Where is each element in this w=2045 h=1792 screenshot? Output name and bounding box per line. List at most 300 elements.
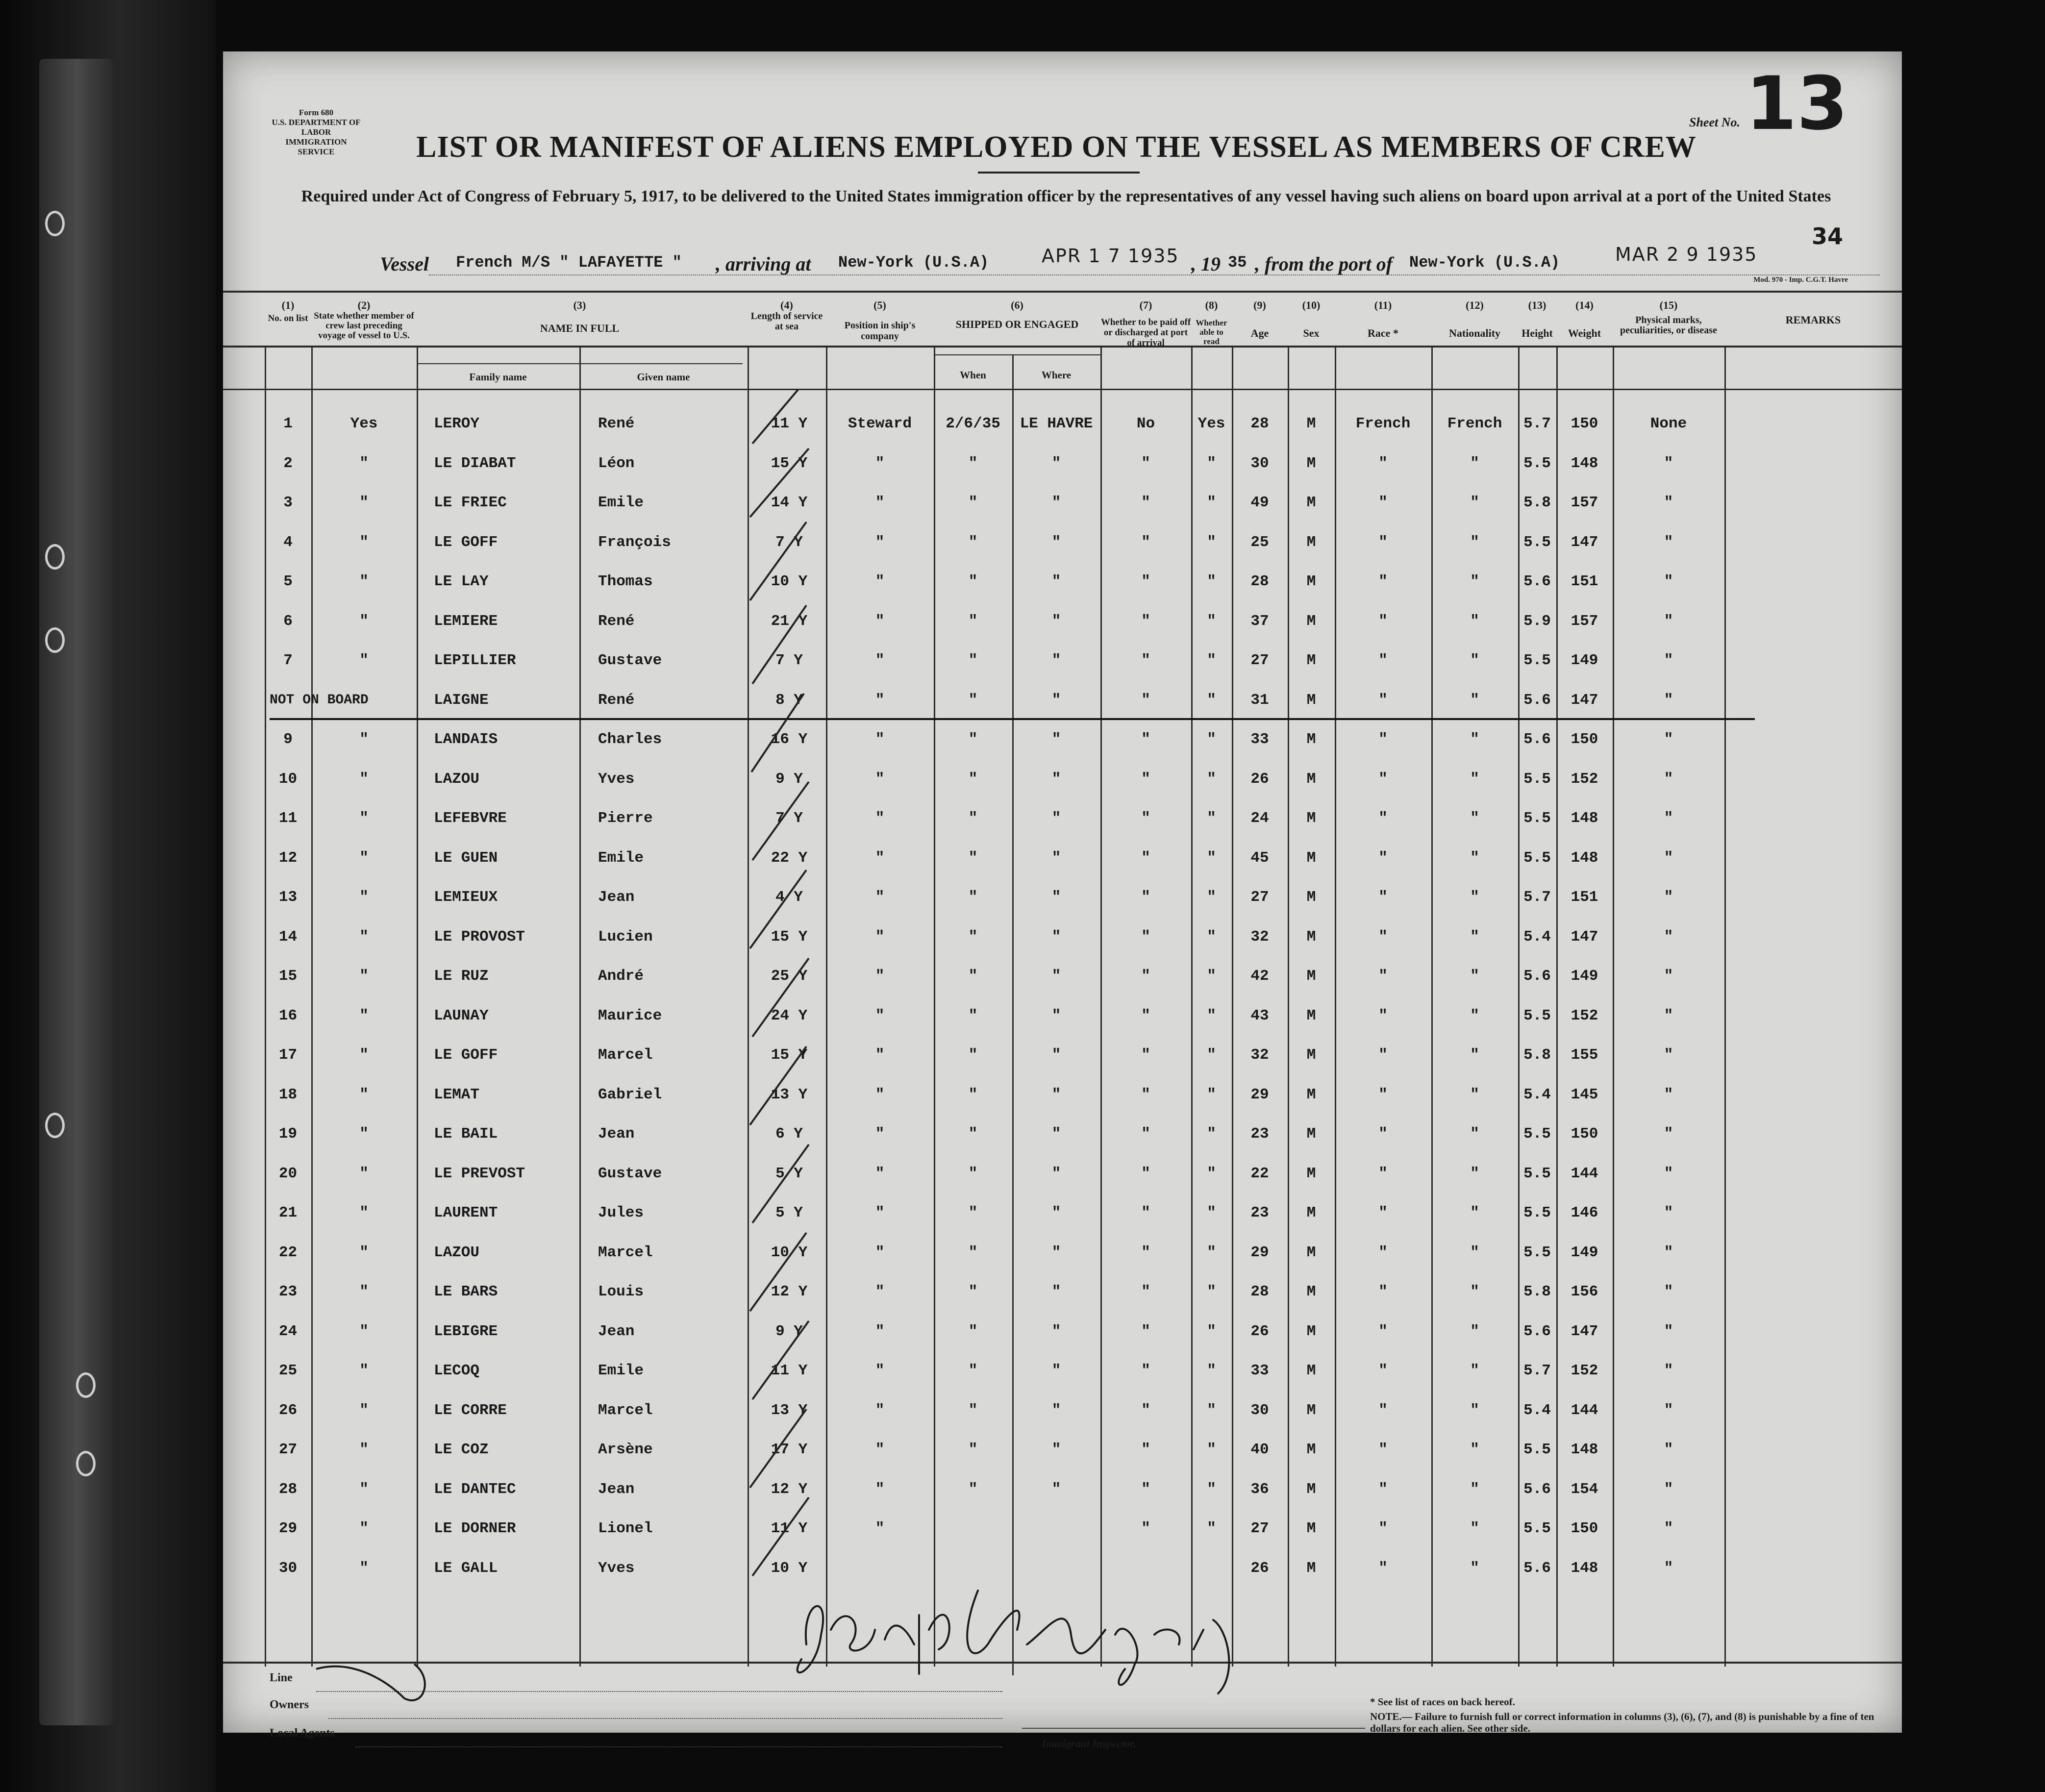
- cell-position: ": [875, 612, 885, 630]
- cell-shipped-where: ": [1051, 889, 1061, 906]
- cell-height: 5.8: [1523, 1046, 1551, 1064]
- cell-previous-voyage: ": [359, 494, 369, 511]
- cell-position: ": [875, 533, 885, 551]
- sheet-label: Sheet No.: [1689, 115, 1740, 129]
- cell-height: 5.4: [1523, 1086, 1551, 1103]
- cell-paid-off: No: [1136, 415, 1155, 432]
- cell-physical-marks: ": [1664, 1401, 1673, 1419]
- cell-race: ": [1378, 1125, 1388, 1143]
- cell-age: 24: [1250, 810, 1269, 827]
- cell-age: 45: [1250, 849, 1269, 867]
- col-divider: [1724, 346, 1726, 1667]
- cell-shipped-when: ": [968, 1362, 978, 1379]
- cell-physical-marks: ": [1664, 968, 1673, 985]
- cell-service-length: 11 Y: [771, 415, 808, 432]
- cell-weight: 148: [1571, 454, 1598, 472]
- cell-able-to-read: ": [1207, 1441, 1216, 1458]
- page-subtitle: Required under Act of Congress of February 5, 1917, to be delivered to the United States immigration officer by the representatives of any vessel having such aliens on board upon arrival at a port of the United States: [301, 187, 1831, 205]
- cell-paid-off: ": [1141, 1165, 1150, 1182]
- cell-nationality: ": [1470, 573, 1479, 590]
- cell-age: 26: [1250, 1322, 1269, 1340]
- cell-previous-voyage: ": [359, 1441, 369, 1458]
- cell-physical-marks: ": [1664, 849, 1673, 867]
- cell-given-name: François: [598, 533, 671, 551]
- cell-weight: 145: [1571, 1086, 1598, 1103]
- cell-physical-marks: ": [1664, 1165, 1673, 1182]
- cell-row-no: 13: [278, 889, 298, 906]
- cell-paid-off: ": [1141, 968, 1150, 985]
- cell-shipped-when: ": [968, 612, 978, 630]
- cell-family-name: LEMIEUX: [434, 889, 498, 906]
- cell-able-to-read: ": [1207, 573, 1216, 590]
- cell-physical-marks: ": [1664, 1480, 1673, 1498]
- cell-race: ": [1378, 1480, 1388, 1498]
- cell-given-name: Thomas: [598, 573, 653, 590]
- cell-shipped-where: ": [1051, 1007, 1061, 1024]
- cell-previous-voyage: ": [359, 928, 369, 946]
- cell-shipped-where: ": [1051, 849, 1061, 867]
- cell-row-no: NOT ON BOARD: [270, 692, 369, 708]
- cell-position: ": [875, 1283, 885, 1300]
- col-header-nationality: (12) Nationality: [1448, 299, 1501, 339]
- cell-shipped-when: ": [968, 1165, 978, 1182]
- cell-row-no: 2: [283, 454, 293, 472]
- cell-shipped-when: ": [968, 849, 978, 867]
- cell-weight: 151: [1571, 889, 1598, 906]
- cell-position: ": [875, 1204, 885, 1221]
- cell-paid-off: ": [1141, 1244, 1150, 1261]
- binder-strip: [39, 59, 113, 1725]
- cell-shipped-when: ": [968, 494, 978, 511]
- cell-age: 23: [1250, 1125, 1269, 1143]
- cell-position: ": [875, 1480, 885, 1498]
- cell-height: 5.8: [1523, 1283, 1551, 1300]
- cell-race: ": [1378, 1086, 1388, 1103]
- cell-service-length: 11 Y: [771, 1362, 808, 1379]
- col-header-paid-off: (7) Whether to be paid off or discharged at port of arrival: [1100, 299, 1191, 348]
- cell-weight: 147: [1571, 928, 1598, 946]
- footer-note-text: Failure to furnish full or correct information in columns (3), (6), (7), and (8) is punishable by a fine of ten dollars for each alien. See other side.: [1370, 1711, 1874, 1734]
- cell-previous-voyage: ": [359, 573, 369, 590]
- cell-sex: M: [1306, 691, 1316, 709]
- page-number: 34: [1811, 223, 1843, 249]
- printer-note: Mod. 970 - Imp. C.G.T. Havre: [1753, 276, 1848, 284]
- cell-nationality: ": [1470, 494, 1479, 511]
- cell-nationality: ": [1470, 1283, 1479, 1300]
- cell-race: ": [1378, 1007, 1388, 1024]
- cell-weight: 156: [1571, 1283, 1598, 1300]
- cell-service-length: 10 Y: [771, 1244, 808, 1261]
- footer-note-label: NOTE.—: [1370, 1711, 1412, 1722]
- cell-previous-voyage: ": [359, 1520, 369, 1537]
- cell-age: 43: [1250, 1007, 1269, 1024]
- cell-previous-voyage: ": [359, 533, 369, 551]
- cell-weight: 150: [1571, 415, 1598, 432]
- cell-height: 5.5: [1523, 1441, 1551, 1458]
- cell-service-length: 15 Y: [771, 928, 808, 946]
- table-header-border: [223, 346, 1902, 348]
- cell-weight: 149: [1571, 652, 1598, 669]
- cell-weight: 146: [1571, 1204, 1598, 1221]
- cell-age: 22: [1250, 1165, 1269, 1182]
- table-top-border: [223, 291, 1902, 293]
- cell-able-to-read: ": [1207, 770, 1216, 788]
- cell-physical-marks: ": [1664, 731, 1673, 748]
- cell-shipped-where: [1012, 1514, 1100, 1543]
- cell-paid-off: ": [1141, 1401, 1150, 1419]
- cell-able-to-read: ": [1207, 1401, 1216, 1419]
- cell-age: 32: [1250, 1046, 1269, 1064]
- cell-sex: M: [1306, 849, 1316, 867]
- cell-race: ": [1378, 1441, 1388, 1458]
- punch-hole-icon: [45, 211, 65, 236]
- cell-position: ": [875, 652, 885, 669]
- cell-service-length: 5 Y: [775, 1204, 803, 1221]
- vessel-name: French M/S " LAFAYETTE ": [456, 253, 682, 272]
- cell-shipped-where: ": [1051, 1046, 1061, 1064]
- cell-family-name: LEMAT: [434, 1086, 480, 1103]
- cell-position: ": [875, 1165, 885, 1182]
- cell-height: 5.6: [1523, 1322, 1551, 1340]
- cell-given-name: Maurice: [598, 1007, 662, 1024]
- cell-previous-voyage: Yes: [350, 415, 378, 432]
- cell-position: ": [875, 968, 885, 985]
- cell-given-name: René: [598, 691, 635, 709]
- cell-shipped-when: ": [968, 1283, 978, 1300]
- cell-nationality: ": [1470, 810, 1479, 827]
- cell-age: 28: [1250, 1283, 1269, 1300]
- col-header-weight: (14) Weight: [1568, 299, 1601, 339]
- cell-paid-off: ": [1141, 1007, 1150, 1024]
- cell-height: 5.5: [1523, 1244, 1551, 1261]
- cell-height: 5.5: [1523, 1520, 1551, 1537]
- cell-family-name: LE GOFF: [434, 1046, 498, 1064]
- cell-given-name: Emile: [598, 1362, 644, 1379]
- cell-able-to-read: ": [1207, 1046, 1216, 1064]
- cell-shipped-when: ": [968, 731, 978, 748]
- from-port-label: , from the port of: [1255, 253, 1393, 275]
- cell-nationality: ": [1470, 1046, 1479, 1064]
- binder-edge: [0, 0, 216, 1792]
- col-header-race: (11) Race *: [1368, 299, 1398, 339]
- cell-age: 29: [1250, 1244, 1269, 1261]
- cell-nationality: ": [1470, 1480, 1479, 1498]
- cell-nationality: ": [1470, 1244, 1479, 1261]
- cell-position: ": [875, 1007, 885, 1024]
- cell-able-to-read: ": [1207, 691, 1216, 709]
- cell-age: 37: [1250, 612, 1269, 630]
- cell-previous-voyage: ": [359, 652, 369, 669]
- cell-sex: M: [1306, 1559, 1316, 1577]
- cell-physical-marks: ": [1664, 770, 1673, 788]
- cell-shipped-when: ": [968, 1401, 978, 1419]
- cell-able-to-read: ": [1207, 494, 1216, 511]
- cell-paid-off: ": [1141, 1125, 1150, 1143]
- cell-weight: 155: [1571, 1046, 1598, 1064]
- cell-given-name: Louis: [598, 1283, 644, 1300]
- cell-weight: 150: [1571, 731, 1598, 748]
- col-header-shipped: (6) SHIPPED OR ENGAGED: [955, 299, 1079, 330]
- cell-given-name: Emile: [598, 849, 644, 867]
- cell-service-length: 13 Y: [771, 1086, 808, 1103]
- cell-physical-marks: ": [1664, 1086, 1673, 1103]
- cell-shipped-when: ": [968, 770, 978, 788]
- cell-physical-marks: ": [1664, 1362, 1673, 1379]
- cell-service-length: 24 Y: [771, 1007, 808, 1024]
- cell-weight: 152: [1571, 1007, 1598, 1024]
- cell-service-length: 21 Y: [771, 612, 808, 630]
- cell-row-no: 22: [278, 1244, 298, 1261]
- cell-row-no: 14: [278, 928, 298, 946]
- cell-able-to-read: ": [1207, 612, 1216, 630]
- vessel-line-rule: [429, 274, 1880, 275]
- col-header-read: (8) Whether able to read: [1196, 299, 1227, 346]
- cell-height: 5.6: [1523, 1559, 1551, 1577]
- cell-family-name: LE PROVOST: [434, 928, 525, 946]
- cell-family-name: LE DANTEC: [434, 1480, 516, 1498]
- cell-weight: 148: [1571, 1559, 1598, 1577]
- punch-hole-icon: [45, 1113, 65, 1138]
- cell-able-to-read: ": [1207, 1362, 1216, 1379]
- cell-family-name: LECOQ: [434, 1362, 480, 1379]
- cell-shipped-when: ": [968, 1007, 978, 1024]
- cell-able-to-read: ": [1207, 889, 1216, 906]
- cell-family-name: LAIGNE: [434, 691, 489, 709]
- cell-nationality: ": [1470, 770, 1479, 788]
- cell-sex: M: [1306, 1520, 1316, 1537]
- cell-physical-marks: ": [1664, 691, 1673, 709]
- col-header-family-name: Family name: [469, 371, 527, 383]
- cell-family-name: LANDAIS: [434, 731, 498, 748]
- cell-shipped-when: ": [968, 928, 978, 946]
- punch-hole-icon: [45, 627, 65, 653]
- cell-physical-marks: ": [1664, 612, 1673, 630]
- cell-position: ": [875, 731, 885, 748]
- cell-sex: M: [1306, 415, 1316, 432]
- cell-nationality: ": [1470, 1520, 1479, 1537]
- cell-previous-voyage: ": [359, 454, 369, 472]
- cell-paid-off: ": [1141, 810, 1150, 827]
- cell-previous-voyage: ": [359, 1007, 369, 1024]
- cell-row-no: 29: [278, 1520, 298, 1537]
- cell-paid-off: ": [1141, 494, 1150, 511]
- cell-family-name: LEFEBVRE: [434, 810, 507, 827]
- cell-paid-off: ": [1141, 691, 1150, 709]
- cell-physical-marks: ": [1664, 810, 1673, 827]
- cell-service-length: 16 Y: [771, 731, 808, 748]
- cell-physical-marks: ": [1664, 454, 1673, 472]
- sheet-number: 13: [1746, 61, 1848, 147]
- cell-race: ": [1378, 1165, 1388, 1182]
- cell-paid-off: ": [1141, 1283, 1150, 1300]
- cell-given-name: Gustave: [598, 1165, 662, 1182]
- footer-agents-label: Local Agents: [270, 1727, 335, 1740]
- cell-height: 5.4: [1523, 928, 1551, 946]
- cell-race: ": [1378, 652, 1388, 669]
- cell-family-name: LE GALL: [434, 1559, 498, 1577]
- cell-row-no: 30: [278, 1559, 298, 1577]
- cell-nationality: ": [1470, 928, 1479, 946]
- cell-family-name: LE BARS: [434, 1283, 498, 1300]
- service-column-pen-marks: [748, 390, 826, 1664]
- cell-able-to-read: ": [1207, 810, 1216, 827]
- cell-previous-voyage: ": [359, 1165, 369, 1182]
- cell-service-length: 6 Y: [775, 1125, 803, 1143]
- cell-family-name: LE RUZ: [434, 968, 489, 985]
- punch-hole-icon: [76, 1372, 96, 1398]
- cell-shipped-where: ": [1051, 1362, 1061, 1379]
- cell-shipped-when: ": [968, 1046, 978, 1064]
- cell-able-to-read: ": [1207, 1520, 1216, 1537]
- cell-shipped-where: ": [1051, 1441, 1061, 1458]
- cell-given-name: Marcel: [598, 1401, 653, 1419]
- cell-shipped-where: ": [1051, 1480, 1061, 1498]
- cell-race: ": [1378, 889, 1388, 906]
- footer-owners-label: Owners: [270, 1698, 309, 1711]
- cell-age: 26: [1250, 770, 1269, 788]
- cell-shipped-when: ": [968, 889, 978, 906]
- cell-height: 5.5: [1523, 810, 1551, 827]
- cell-physical-marks: ": [1664, 494, 1673, 511]
- cell-nationality: ": [1470, 1362, 1479, 1379]
- cell-position: ": [875, 849, 885, 867]
- cell-sex: M: [1306, 810, 1316, 827]
- cell-age: 23: [1250, 1204, 1269, 1221]
- cell-age: 26: [1250, 1559, 1269, 1577]
- cell-paid-off: ": [1141, 889, 1150, 906]
- cell-weight: 149: [1571, 968, 1598, 985]
- cell-able-to-read: ": [1207, 1007, 1216, 1024]
- cell-nationality: ": [1470, 968, 1479, 985]
- cell-able-to-read: ": [1207, 1086, 1216, 1103]
- cell-paid-off: ": [1141, 928, 1150, 946]
- cell-given-name: Jules: [598, 1204, 644, 1221]
- cell-family-name: LE GOFF: [434, 533, 498, 551]
- cell-able-to-read: ": [1207, 533, 1216, 551]
- cell-given-name: Jean: [598, 1125, 635, 1143]
- cell-height: 5.5: [1523, 652, 1551, 669]
- cell-service-length: 4 Y: [775, 889, 803, 906]
- cell-shipped-where: ": [1051, 454, 1061, 472]
- footer-line-label: Line: [270, 1671, 293, 1684]
- cell-service-length: 7 Y: [775, 810, 803, 827]
- cell-weight: 152: [1571, 770, 1598, 788]
- cell-physical-marks: ": [1664, 652, 1673, 669]
- cell-row-no: 16: [278, 1007, 298, 1024]
- cell-race: ": [1378, 1204, 1388, 1221]
- cell-position: ": [875, 1441, 885, 1458]
- cell-previous-voyage: ": [359, 1559, 369, 1577]
- cell-previous-voyage: ": [359, 1086, 369, 1103]
- cell-service-length: 22 Y: [771, 849, 808, 867]
- title-underline: [978, 172, 1140, 174]
- cell-position: ": [875, 573, 885, 590]
- cell-row-no: 28: [278, 1480, 298, 1498]
- cell-age: 42: [1250, 968, 1269, 985]
- cell-shipped-when: ": [968, 1244, 978, 1261]
- cell-race: ": [1378, 533, 1388, 551]
- cell-paid-off: ": [1141, 573, 1150, 590]
- cell-row-no: 3: [283, 494, 293, 511]
- cell-row-no: 26: [278, 1401, 298, 1419]
- cell-service-length: 5 Y: [775, 1165, 803, 1182]
- cell-nationality: ": [1470, 1007, 1479, 1024]
- cell-position: ": [875, 1046, 885, 1064]
- cell-service-length: 12 Y: [771, 1480, 808, 1498]
- cell-row-no: 5: [283, 573, 293, 590]
- cell-age: 28: [1250, 415, 1269, 432]
- cell-physical-marks: ": [1664, 573, 1673, 590]
- cell-shipped-where: ": [1051, 652, 1061, 669]
- cell-sex: M: [1306, 573, 1316, 590]
- form-number: Form 680: [299, 108, 334, 117]
- cell-position: ": [875, 1244, 885, 1261]
- col-header-name: (3) NAME IN FULL: [540, 299, 620, 334]
- cell-shipped-when: ": [968, 810, 978, 827]
- cell-previous-voyage: ": [359, 1480, 369, 1498]
- cell-race: ": [1378, 691, 1388, 709]
- cell-nationality: ": [1470, 731, 1479, 748]
- cell-nationality: ": [1470, 1125, 1479, 1143]
- cell-given-name: Lucien: [598, 928, 653, 946]
- cell-weight: 144: [1571, 1401, 1598, 1419]
- cell-sex: M: [1306, 612, 1316, 630]
- cell-nationality: ": [1470, 1441, 1479, 1458]
- cell-nationality: ": [1470, 849, 1479, 867]
- cell-height: 5.6: [1523, 573, 1551, 590]
- cell-weight: 144: [1571, 1165, 1598, 1182]
- cell-service-length: 14 Y: [771, 494, 808, 511]
- cell-height: 5.9: [1523, 612, 1551, 630]
- departure-port: New-York (U.S.A): [1409, 253, 1560, 272]
- cell-paid-off: ": [1141, 1086, 1150, 1103]
- cell-height: 5.5: [1523, 454, 1551, 472]
- table-header-bottom: [223, 389, 1902, 390]
- cell-family-name: LEROY: [434, 415, 480, 432]
- cell-weight: 148: [1571, 810, 1598, 827]
- cell-physical-marks: ": [1664, 928, 1673, 946]
- cell-physical-marks: ": [1664, 1046, 1673, 1064]
- cell-given-name: Gabriel: [598, 1086, 662, 1103]
- cell-row-no: 12: [278, 849, 298, 867]
- cell-given-name: Emile: [598, 494, 644, 511]
- cell-height: 5.5: [1523, 1007, 1551, 1024]
- vessel-label: Vessel: [380, 253, 429, 275]
- cell-paid-off: ": [1141, 770, 1150, 788]
- cell-able-to-read: ": [1207, 1204, 1216, 1221]
- cell-position: ": [875, 889, 885, 906]
- cell-given-name: Marcel: [598, 1244, 653, 1261]
- cell-given-name: Jean: [598, 1322, 635, 1340]
- cell-sex: M: [1306, 494, 1316, 511]
- cell-race: ": [1378, 1401, 1388, 1419]
- cell-shipped-when: ": [968, 1441, 978, 1458]
- cell-given-name: Léon: [598, 454, 635, 472]
- cell-height: 5.5: [1523, 770, 1551, 788]
- cell-sex: M: [1306, 454, 1316, 472]
- inspector-label: Immigrant Inspector.: [1042, 1738, 1137, 1750]
- cell-age: 29: [1250, 1086, 1269, 1103]
- cell-paid-off: ": [1141, 1441, 1150, 1458]
- cell-nationality: ": [1470, 533, 1479, 551]
- department-name: U.S. DEPARTMENT OF LABOR: [272, 118, 361, 137]
- cell-age: 27: [1250, 1520, 1269, 1537]
- cell-sex: M: [1306, 533, 1316, 551]
- year-label: , 19: [1191, 253, 1221, 275]
- cell-race: ": [1378, 454, 1388, 472]
- cell-able-to-read: ": [1207, 849, 1216, 867]
- cell-age: 27: [1250, 889, 1269, 906]
